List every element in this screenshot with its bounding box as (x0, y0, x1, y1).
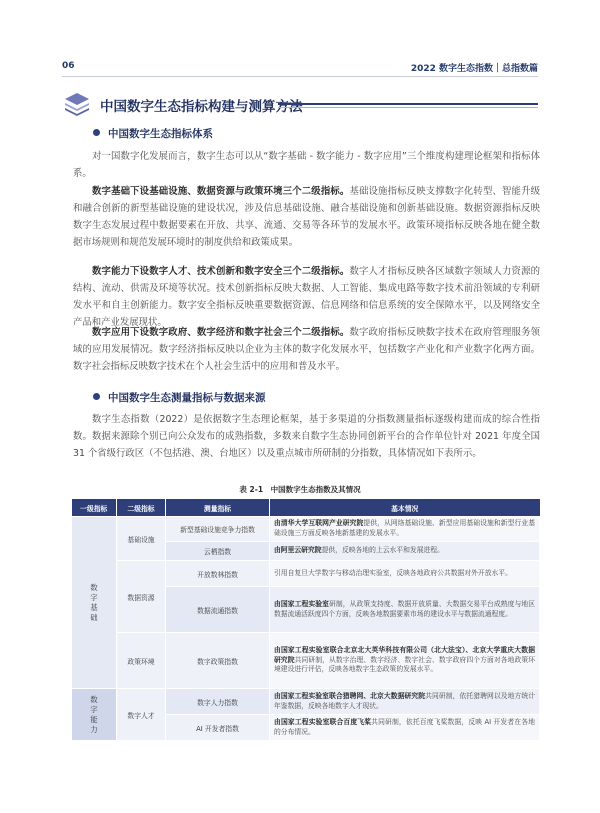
section-title: 中国数字生态指标构建与测算方法 (100, 99, 303, 115)
measure-cell: 云栖指数 (166, 542, 270, 561)
table-row (72, 561, 540, 587)
section-rule (278, 103, 538, 105)
table-header-row (72, 499, 540, 517)
measure-cell: 新型基础设施竞争力指数 (166, 517, 270, 542)
layers-icon (64, 92, 90, 116)
level2-cell: 基础设施 (117, 517, 166, 561)
indicator-table (71, 499, 540, 741)
level2-cell: 数据资源 (117, 561, 166, 633)
paragraph (73, 183, 540, 251)
paragraph-lead: 数字应用下设数字政府、数字经济和数字社会三个二级指标。 (92, 327, 350, 338)
measure-cell: 数字政策指数 (166, 633, 270, 689)
measure-cell: 数字人力指数 (166, 689, 270, 715)
header-divider (62, 76, 538, 77)
table-row (72, 633, 540, 689)
section-heading (62, 92, 538, 116)
paragraph (73, 263, 540, 331)
subsection-title: 中国数字生态指标体系 (108, 128, 213, 140)
subsection-heading-2 (93, 390, 266, 405)
bullet-dot-icon (93, 393, 100, 400)
paragraph (73, 324, 540, 375)
info-cell: 由国家工程实验室联合北京北大英华科技有限公司（北大法宝）、北京大学重庆大数据研究院共同研制，从数字治理、数字经济、数字社会、数字政府四个方面对各地政策环境建设进行评估，反映各地数字生态政策的发展水平。 (270, 633, 540, 689)
paragraph-lead: 数字能力下设数字人才、技术创新和数字安全三个二级指标。 (92, 266, 350, 277)
column-header: 测量指标 (166, 499, 270, 517)
level1-cell: 数 字 能 力 (72, 689, 117, 741)
column-header: 基本情况 (270, 499, 540, 517)
page-number: 06 (62, 61, 75, 71)
table-caption: 表 2-1 中国数字生态指数及其情况 (239, 485, 361, 494)
level2-cell: 数字人才 (117, 689, 166, 741)
info-cell: 由清华大学互联网产业研究院提供，从网络基础设施、新型应用基础设施和新型行业基础设施三方面反映各地新基建的发展水平。 (270, 517, 540, 542)
measure-cell: AI 开发者指数 (166, 715, 270, 741)
info-cell: 由国家工程实验室研制，从政策支持度、数据开放质量、大数据交易平台成熟度与地区数据流通活跃度四个方面，反映各地数据要素市场的建设水平与数据流通程度。 (270, 587, 540, 633)
table-row (72, 517, 540, 542)
info-cell: 引用自复旦大学数字与移动治理实验室，反映各地政府公共数据对外开放水平。 (270, 561, 540, 587)
paragraph: 对一国数字化发展而言，数字生态可以从“数字基础 - 数字能力 - 数字应用”三个维度构建理论框架和指标体系。 (73, 151, 540, 179)
paragraph: 数字生态指数（2022）是依据数字生态理论框架，基于多渠道的分指数测量指标逐级构建而成的综合性指数。数据来源除个别已向公众发布的成熟指数，多数来自数字生态协同创新平台的合作单位针对 2021 年度全国 31 个省级行政区（不包括港、澳、台地区）以及重点城市所研制的分指数，具体情况如下表所示。 (73, 414, 540, 459)
table-row (72, 689, 540, 715)
running-header: 2022 数字生态指数｜总指数篇 (410, 64, 538, 74)
paragraph-lead: 数字基础下设基础设施、数据资源与政策环境三个二级指标。 (92, 186, 350, 197)
bullet-dot-icon (93, 129, 100, 136)
info-cell: 由国家工程实验室联合百度飞桨共同研制，依托百度飞桨数据，反映 AI 开发者在各地的分布情况。 (270, 715, 540, 741)
subsection-title: 中国数字生态测量指标与数据来源 (108, 392, 266, 404)
info-cell: 由国家工程实验室联合猎聘网、北京大数据研究院共同研制，依托猎聘网以及地方统计年鉴数据，反映各地数字人才现状。 (270, 689, 540, 715)
subsection-heading-1 (93, 126, 213, 141)
measure-cell: 开放数林指数 (166, 561, 270, 587)
paragraph-body: 数字人才指标反映各区域数字领域人力资源的结构、流动、供需及环境等状况。技术创新指标反映大数据、人工智能、集成电路等数字技术前沿领域的专利研发水平和自主创新能力。数字安全指标反映重要数据资源、信息网络和信息系统的安全保障水平，以及网络安全产品和产业发展现状。 (73, 266, 540, 328)
paragraph-body: 数字政府指标反映数字技术在政府管理服务领域的应用发展情况。数字经济指标反映以企业为主体的数字化发展水平，包括数字产业化和产业数字化两方面。数字社会指标反映数字技术在个人社会生活中的应用和普及水平。 (73, 327, 540, 372)
level1-cell: 数 字 基 础 (72, 517, 117, 689)
info-cell: 由阿里云研究院提供，反映各地的上云水平和发展进程。 (270, 542, 540, 561)
section-rule-thin (278, 107, 538, 108)
measure-cell: 数据流通指数 (166, 587, 270, 633)
column-header: 一级指标 (72, 499, 117, 517)
paragraph-body: 基础设施指标反映支撑数字化转型、智能升级和融合创新的新型基础设施的建设状况，涉及信息基础设施、融合基础设施和创新基础设施。数据资源指标反映数字生态发展过程中数据要素在开放、共享、流通、交易等各环节的发展水平。政策环境指标反映各地在健全数据市场规则和规范发展环境时的制度供给和政策成果。 (73, 186, 540, 248)
column-header: 二级指标 (117, 499, 166, 517)
level2-cell: 政策环境 (117, 633, 166, 689)
